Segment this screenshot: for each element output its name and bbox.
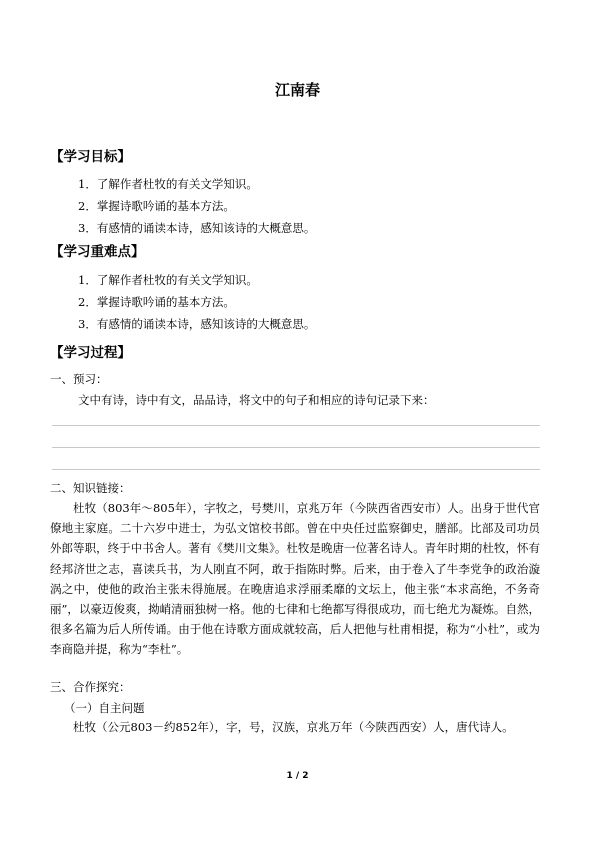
answer-line[interactable] <box>52 425 540 426</box>
preview-instruction: 文中有诗，诗中有文，品品诗，将文中的句子和相应的诗句记录下来： <box>78 393 435 407</box>
goal-item: 1．了解作者杜牧的有关文学知识。 <box>78 177 258 191</box>
inquiry-heading: 三、合作探究： <box>50 680 131 694</box>
section-heading-process: 【学习过程】 <box>50 345 131 361</box>
page-number: 1 / 2 <box>286 771 309 781</box>
goal-item: 2．掌握诗歌吟诵的基本方法。 <box>78 199 235 213</box>
inquiry-subheading: （一）自主问题 <box>64 701 145 715</box>
answer-line[interactable] <box>52 447 540 448</box>
page-title: 江南春 <box>274 81 320 99</box>
key-point-item: 1．了解作者杜牧的有关文学知识。 <box>78 273 258 287</box>
inquiry-paragraph: 杜牧（公元803－约852年），字，号，汉族，京兆万年（今陕西西安）人，唐代诗人。 <box>73 720 514 734</box>
key-point-item: 3．有感情的诵读本诗，感知该诗的大概意思。 <box>78 317 316 331</box>
knowledge-paragraph: 杜牧（803年～805年），字牧之，号樊川，京兆万年（今陕西省西安市）人。出身于世代官僚地主家庭。二十六岁中进士，为弘文馆校书郎。曾在中央任过监察御史，膳部。比部及司功员外郎等职，终于中书舍人。著有《樊川文集》。杜牧是晚唐一位著名诗人。青年时期的杜牧，怀有经邦济世之志，喜读兵书，为人刚直不阿，敢于指陈时弊。后来，由于卷入了牛李党争的政治漩涡之中，使他的政治主张未得施展。在晚唐追求浮丽柔靡的文坛上，他主张“本求高绝，不务奇丽”，以豪迈俊爽，拗峭清丽独树一格。他的七律和七绝都写得很成功，而七绝尤为凝炼。自然，很多名篇为后人所传诵。由于他在诗歌方面成就较高，后人把他与杜甫相提，称为“小杜”，或为李商隐并提，称为“李杜”。 <box>50 501 540 657</box>
answer-line[interactable] <box>52 469 540 470</box>
section-heading-goals: 【学习目标】 <box>50 149 131 165</box>
knowledge-heading: 二、知识链接： <box>50 481 131 495</box>
goal-item: 3．有感情的诵读本诗，感知该诗的大概意思。 <box>78 221 316 235</box>
section-heading-key-points: 【学习重难点】 <box>50 244 145 260</box>
preview-heading: 一、预习： <box>50 372 108 386</box>
key-point-item: 2．掌握诗歌吟诵的基本方法。 <box>78 295 235 309</box>
